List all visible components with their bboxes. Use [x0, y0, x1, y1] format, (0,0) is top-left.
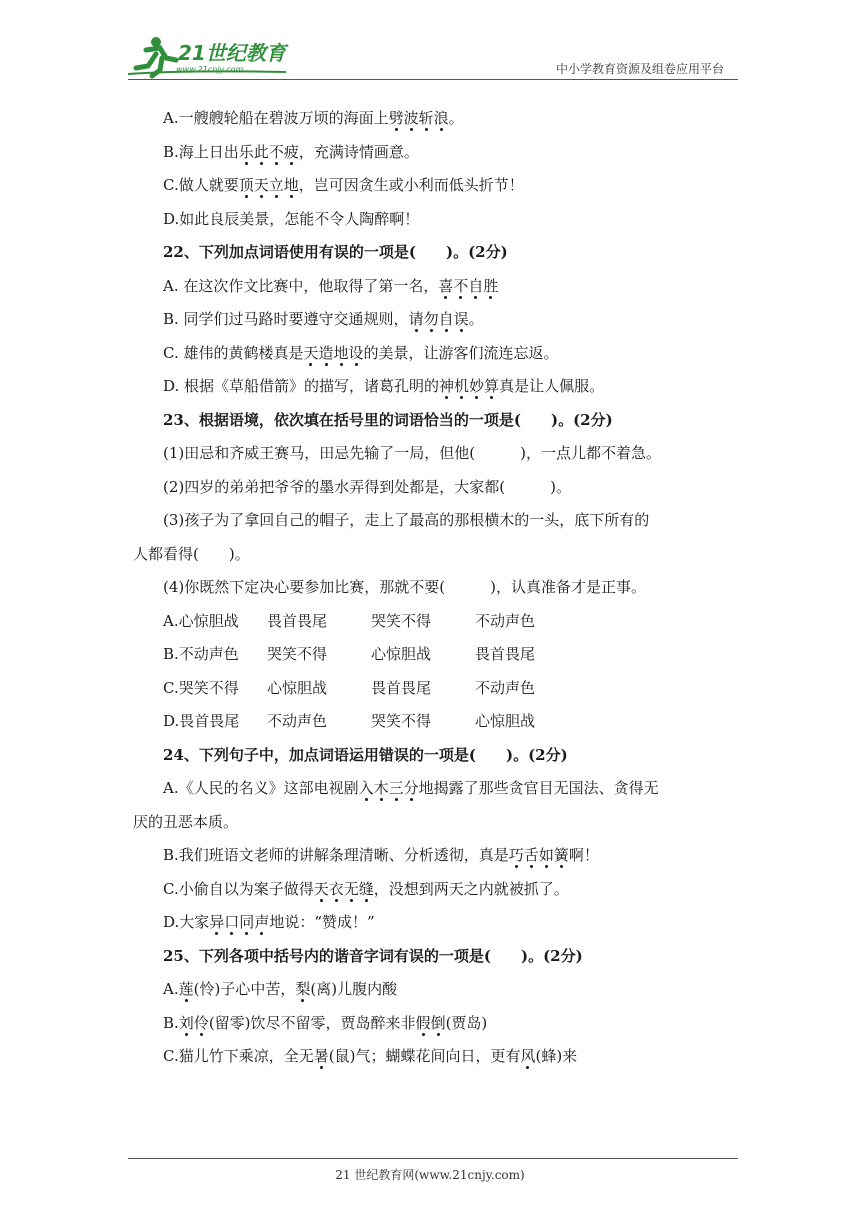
dotted-word: 莲 [178, 980, 194, 998]
dotted-word: 乐此不疲 [238, 142, 299, 161]
dotted-word: 入木三分 [358, 779, 419, 797]
question-24: 24、下列句子中，加点词语运用错误的一项是( )。(2分) [163, 745, 568, 764]
header-divider [128, 79, 738, 80]
option-line: C.小偷自以为案子做得天衣无缝，没想到两天之内就被抓了。 [163, 879, 569, 898]
dotted-word: 异口同声 [209, 913, 270, 931]
dotted-word: 天造地设 [303, 343, 364, 362]
option-line: D.如此良辰美景，怎能不令人陶醉啊！ [163, 209, 420, 228]
exam-content [133, 104, 733, 1076]
option-line: B.海上日出乐此不疲，充满诗情画意。 [163, 142, 419, 161]
page-footer: 21 世纪教育网(www.21cnjy.com) [335, 1168, 525, 1182]
sub-item: (2)四岁的弟弟把爷爷的墨水弄得到处都是，大家都( )。 [163, 477, 571, 496]
option-row: C.哭笑不得 心惊胆战 畏首畏尾 不动声色 [163, 678, 536, 697]
dotted-word: 风 [520, 1047, 536, 1065]
svg-text:www.21cnjy.com: www.21cnjy.com [176, 65, 244, 74]
option-row: A.心惊胆战 畏首畏尾 哭笑不得 不动声色 [163, 611, 536, 630]
logo-21cnjy [126, 30, 296, 82]
option-line: A.《人民的名义》这部电视剧入木三分地揭露了那些贪官目无国法、贪得无 [163, 779, 659, 797]
dotted-word: 天衣无缝 [313, 879, 374, 898]
dotted-word: 劈波斩浪 [388, 109, 449, 127]
dotted-word: 巧舌如簧 [508, 846, 569, 864]
option-line: C. 雄伟的黄鹤楼真是天造地设的美景，让游客们流连忘返。 [163, 343, 559, 362]
option-line: A. 在这次作文比赛中，他取得了第一名，喜不自胜 [163, 276, 499, 295]
option-row: B.不动声色 哭笑不得 心惊胆战 畏首畏尾 [163, 645, 536, 663]
header-platform-text: 中小学教育资源及组卷应用平台 [555, 62, 724, 76]
sub-item: (4)你既然下定决心要参加比赛，那就不要( )，认真准备才是正事。 [163, 578, 646, 596]
dotted-word: 假倒 [415, 1013, 446, 1032]
dotted-word: 刘伶 [178, 1013, 209, 1032]
option-line: B.我们班语文老师的讲解条理清晰、分析透彻，真是巧舌如簧啊！ [163, 846, 599, 864]
question-22: 22、下列加点词语使用有误的一项是( )。(2分) [163, 243, 508, 261]
footer-divider [128, 1158, 738, 1159]
option-row: D.畏首畏尾 不动声色 哭笑不得 心惊胆战 [163, 712, 536, 730]
sub-item: (3)孩子为了拿回自己的帽子，走上了最高的那根横木的一头，底下所有的 [163, 511, 650, 529]
page-header [0, 0, 860, 90]
option-line: A.莲(怜)子心中苦，梨(离)儿腹内酸 [163, 980, 398, 998]
dotted-word: 顶天立地 [238, 176, 299, 194]
option-line-continued: 厌的丑恶本质。 [133, 812, 239, 831]
dotted-word: 暑 [313, 1047, 329, 1065]
option-line: B.刘伶(留零)饮尽不留零，贾岛醉来非假倒(贾岛) [163, 1013, 488, 1032]
dotted-word: 喜不自胜 [438, 276, 499, 295]
option-line: C.猫儿竹下乘凉，全无暑(鼠)气；蝴蝶花间向日，更有风(蜂)来 [163, 1047, 578, 1065]
sub-item-continued: 人都看得( )。 [133, 544, 250, 563]
svg-text:21世纪教育: 21世纪教育 [178, 41, 286, 65]
dotted-word: 梨 [295, 980, 311, 998]
option-line: D. 根据《草船借箭》的描写，诸葛孔明的神机妙算真是让人佩服。 [163, 377, 605, 395]
question-25: 25、下列各项中括号内的谐音字词有误的一项是( )。(2分) [163, 946, 583, 965]
option-line: C.做人就要顶天立地，岂可因贪生或小利而低头折节！ [163, 176, 524, 194]
option-line: A.一艘艘轮船在碧波万顷的海面上劈波斩浪。 [163, 109, 464, 127]
option-line: B. 同学们过马路时要遵守交通规则，请勿自误。 [163, 310, 484, 328]
dotted-word: 请勿自误 [408, 310, 469, 328]
sub-item: (1)田忌和齐威王赛马，田忌先输了一局，但他( )，一点儿都不着急。 [163, 444, 661, 462]
question-23: 23、根据语境，依次填在括号里的词语恰当的一项是( )。(2分) [163, 410, 613, 429]
option-line: D.大家异口同声地说：“赞成！” [163, 913, 375, 931]
dotted-word: 神机妙算 [439, 377, 500, 395]
